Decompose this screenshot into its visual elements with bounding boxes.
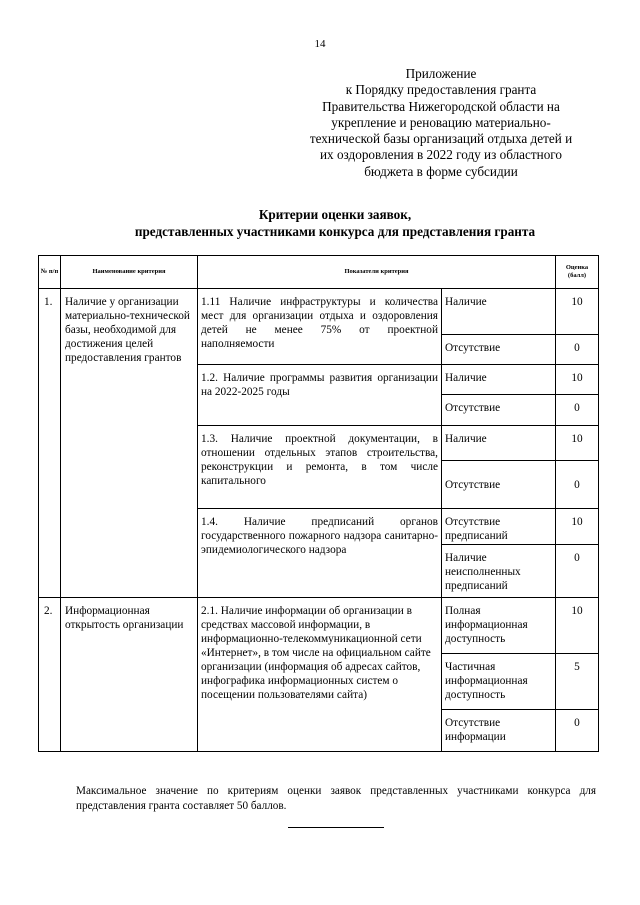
criterion-name: Информационная открытость организации	[61, 598, 198, 752]
document-title	[40, 207, 630, 240]
option-score: 10	[556, 365, 599, 395]
header-criterion: Наименование критерия	[61, 256, 198, 289]
row-number: 1.	[39, 289, 61, 598]
option-score: 10	[556, 509, 599, 545]
appendix-block	[300, 66, 582, 180]
appendix-line: к Порядку предоставления гранта	[345, 82, 537, 98]
option-label: Наличие	[442, 289, 556, 335]
option-label: Частичная информационная доступность	[442, 654, 556, 710]
appendix-line: бюджета в форме субсидии	[364, 163, 518, 179]
header-num: № п/п	[39, 256, 61, 289]
table-row	[39, 598, 599, 654]
criterion-name: Наличие у организации материально-технической базы, необходимой для достижения целей предоставления грантов	[61, 289, 198, 598]
page-number: 14	[314, 38, 326, 50]
appendix-label: Приложение	[405, 66, 477, 81]
option-label: Отсутствие предписаний	[442, 509, 556, 545]
appendix-line: Правительства Нижегородской области на	[322, 98, 560, 114]
criteria-table	[38, 255, 599, 752]
title-line: Критерии оценки заявок,	[258, 207, 412, 222]
option-score: 0	[556, 545, 599, 598]
indicator-text: 1.11 Наличие инфраструктуры и количества мест для организации отдыха и оздоровления детей не менее 75% от проектной наполняемости	[198, 289, 442, 365]
indicator-text: 1.3. Наличие проектной документации, в отношении отдельных этапов строительства, реконструкции и ремонта, в том числе капитального	[198, 426, 442, 509]
indicator-text: 2.1. Наличие информации об организации в средствах массовой информации, в информационно-телекоммуникационной сети «Интернет», в том числе на официальном сайте организации (информация об адресах сайтов, инфографика информационных систем о посещении пользователями сайта)	[198, 598, 442, 752]
indicator-text: 1.2. Наличие программы развития организации на 2022-2025 годы	[198, 365, 442, 426]
option-score: 10	[556, 426, 599, 461]
option-score: 10	[556, 598, 599, 654]
option-label: Наличие неисполненных предписаний	[442, 545, 556, 598]
option-score: 0	[556, 335, 599, 365]
header-indicators: Показатели критерия	[198, 256, 556, 289]
option-label: Отсутствие	[442, 461, 556, 509]
indicator-text: 1.4. Наличие предписаний органов государственного пожарного надзора санитарно-эпидемиологического надзора	[198, 509, 442, 598]
option-label: Отсутствие	[442, 335, 556, 365]
row-number: 2.	[39, 598, 61, 752]
table-row	[39, 289, 599, 335]
appendix-line: укрепление и реновацию материально-	[331, 114, 551, 130]
option-label: Наличие	[442, 365, 556, 395]
option-label: Наличие	[442, 426, 556, 461]
footer-note: Максимальное значение по критериям оценки заявок представленных участниками конкурса для представления гранта составляет 50 баллов.	[76, 785, 596, 812]
appendix-line: технической базы организаций отдыха детей и	[309, 131, 573, 147]
title-line: представленных участниками конкурса для представления гранта	[134, 223, 536, 239]
option-label: Полная информационная доступность	[442, 598, 556, 654]
option-label: Отсутствие информации	[442, 710, 556, 752]
option-score: 0	[556, 395, 599, 426]
header-score: Оценка (балл)	[556, 256, 599, 289]
appendix-line: их оздоровления в 2022 году из областного	[320, 147, 562, 163]
option-score: 0	[556, 710, 599, 752]
option-label: Отсутствие	[442, 395, 556, 426]
table-header-row	[39, 256, 599, 289]
option-score: 5	[556, 654, 599, 710]
footer-divider	[288, 827, 384, 828]
option-score: 10	[556, 289, 599, 335]
option-score: 0	[556, 461, 599, 509]
